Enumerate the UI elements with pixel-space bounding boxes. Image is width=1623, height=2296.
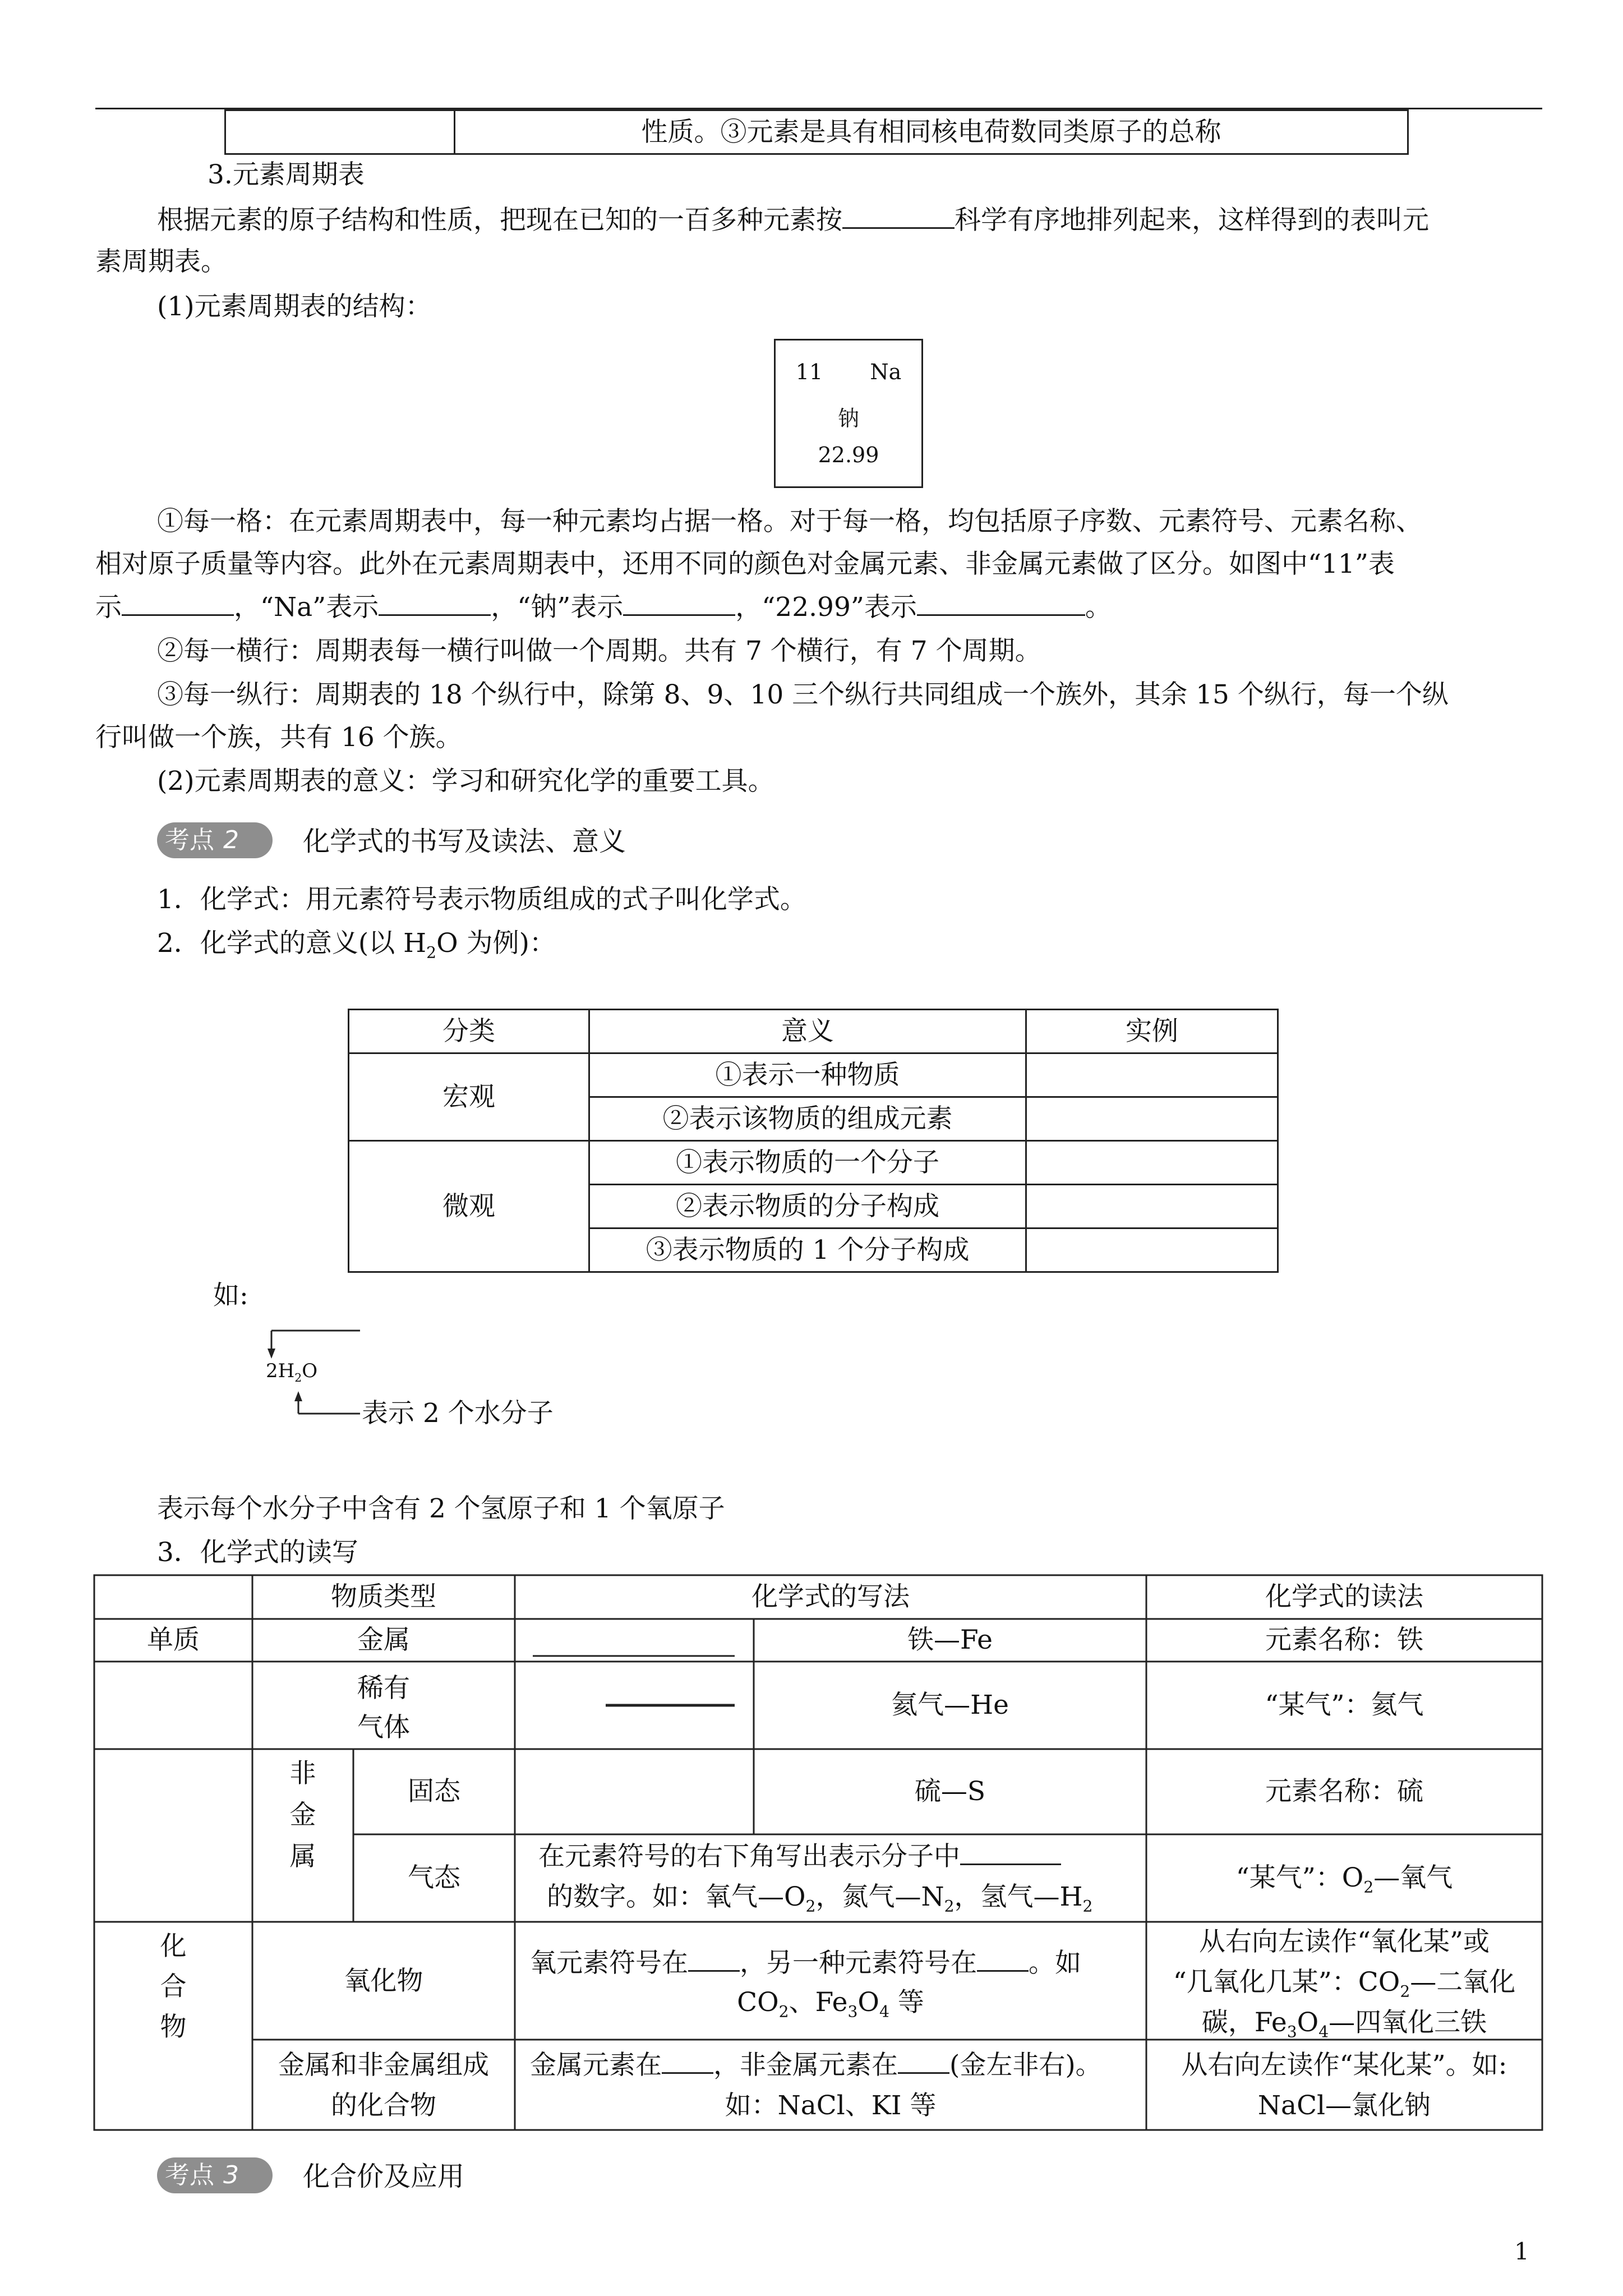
blank (977, 1949, 1029, 1972)
micro-row-1: ①表示物质的一个分子 (589, 1141, 1026, 1185)
formula-note: 表示每个水分子中含有 2 个氢原子和 1 个氧原子 (157, 1493, 725, 1524)
cell-line3: 示 ，“Na”表示 ，“钠”表示 ，“22.99”表示 。 (95, 592, 1112, 623)
col-line1: ③每一纵行：周期表的 18 个纵行中，除第 8、9、10 三个纵行共同组成一个族外，其余 15 个纵行，每一个纵 (157, 679, 1449, 710)
header-example: 实例 (1026, 1010, 1278, 1053)
rw-compound-3: 物 (160, 2012, 187, 2042)
formula-meaning-title: 2．化学式的意义(以 $H_2O$ 为例)： (157, 928, 556, 962)
rw-oxide-read-line1: 从右向左读作“氧化某”或 (1198, 1926, 1490, 1957)
row-line: ②每一横行：周期表每一横行叫做一个周期。共有 7 个横行，有 7 个周期。 (157, 636, 1041, 666)
formula-2h2o: $2H_2O$ (266, 1360, 318, 1384)
macro-row-1: ①表示一种物质 (589, 1053, 1026, 1097)
periodic-heading: 3.元素周期表 (208, 159, 365, 190)
blank (960, 1842, 1061, 1865)
cell-line2: 相对原子质量等内容。此外在元素周期表中，还用不同的颜色对金属元素、非金属元素做了区分。如图中“11”表 (95, 549, 1395, 579)
rw-oxide-read-line3: 碳，$Fe_3O_4—$四氧化三铁 (1201, 2007, 1487, 2041)
kaodian-2-badge: 考点 2 (157, 822, 273, 858)
rw-noble-read: “某气”：氦气 (1265, 1690, 1424, 1720)
element-symbol: Na (870, 360, 902, 384)
page-number: 1 (1514, 2238, 1529, 2265)
top-row-text: 性质。③元素是具有相同核电荷数同类原子的总称 (455, 111, 1408, 154)
element-mass: 22.99 (818, 443, 879, 467)
periodic-intro-line1: 根据元素的原子结构和性质，把现在已知的一百多种元素按 科学有序地排列起来，这样得到的表叫元 (157, 205, 1429, 236)
blank (688, 1949, 740, 1972)
rw-header-write: 化学式的写法 (751, 1581, 910, 1612)
rw-metal: 金属 (357, 1625, 410, 1655)
rw-metal-read: 元素名称：铁 (1265, 1625, 1423, 1655)
rw-metal-example: 铁—Fe (907, 1625, 993, 1655)
rw-header-type: 物质类型 (331, 1581, 436, 1612)
col-line2: 行叫做一个族，共有 16 个族。 (95, 722, 462, 753)
rw-nonmetal-1: 非 (289, 1758, 316, 1789)
rw-oxide: 氧化物 (344, 1966, 423, 1996)
micro-cell: 微观 (349, 1141, 589, 1272)
rw-solid: 固态 (408, 1776, 460, 1807)
rw-mn-compound-2: 的化合物 (331, 2090, 436, 2121)
rw-nonmetal-3: 属 (289, 1841, 316, 1872)
formula-def: 1．化学式：用元素符号表示物质组成的式子叫化学式。 (157, 884, 806, 915)
header-meaning: 意义 (589, 1010, 1026, 1053)
macro-row-2: ②表示该物质的组成元素 (589, 1097, 1026, 1141)
rw-gas-write-line2: 的数字。如：氧气$—O_2$，氮气$—N_2$，氢气$—H_2$ (547, 1881, 1093, 1916)
rw-oxide-write-line2: $CO_2$、$Fe_3O_4$ 等 (737, 1987, 924, 2021)
rw-oxide-read-line2: “几氧化几某”：$CO_2—$二氧化 (1173, 1967, 1516, 2001)
rw-header-read: 化学式的读法 (1265, 1581, 1423, 1612)
example-label: 如: (213, 1280, 248, 1311)
rw-gas: 气态 (408, 1862, 460, 1893)
rw-nonmetal-2: 金 (289, 1800, 316, 1830)
rw-solid-read: 元素名称：硫 (1265, 1776, 1423, 1807)
rw-gas-read: “某气”：$O_2—$氧气 (1235, 1862, 1453, 1897)
header-category: 分类 (349, 1010, 589, 1053)
kaodian-3-title: 化合价及应用 (303, 2161, 465, 2192)
kaodian-3-badge: 考点 3 (157, 2157, 273, 2193)
micro-row-2: ②表示物质的分子构成 (589, 1185, 1026, 1228)
rw-solid-example: 硫—S (914, 1776, 986, 1807)
rw-noble-example: 氦气—He (891, 1690, 1009, 1720)
rw-compound-2: 合 (160, 1971, 187, 2002)
rw-noble-1: 稀有 (357, 1673, 410, 1704)
rw-mn-write-line2: 如：NaCl、KI 等 (725, 2090, 937, 2121)
micro-row-3: ③表示物质的 1 个分子构成 (589, 1228, 1026, 1272)
blank (662, 2051, 713, 2074)
rw-mn-read-line2: NaCl—氯化钠 (1257, 2090, 1431, 2121)
rw-oxide-write-line1: 氧元素符号在 ，另一种元素符号在 。如 (530, 1948, 1081, 1978)
kaodian-2-title: 化学式的书写及读法、意义 (303, 826, 626, 857)
periodic-meaning: (2)元素周期表的意义：学习和研究化学的重要工具。 (157, 766, 774, 797)
arrow-label-water-molecules: 表示 2 个水分子 (362, 1398, 554, 1429)
cell-line1: ①每一格：在元素周期表中，每一种元素均占据一格。对于每一格，均包括原子序数、元素符号、元素名称、 (157, 506, 1422, 537)
macro-cell: 宏观 (349, 1053, 589, 1141)
periodic-intro-line2: 素周期表。 (95, 246, 227, 277)
rw-gas-write-line1: 在元素符号的右下角写出表示分子中 (538, 1840, 1061, 1874)
element-name: 钠 (837, 406, 859, 431)
blank (898, 2051, 949, 2074)
rw-mn-write-line1: 金属元素在 ，非金属元素在 (金左非右)。 (530, 2050, 1102, 2081)
rw-noble-2: 气体 (357, 1712, 410, 1743)
rw-danzhi: 单质 (147, 1625, 200, 1655)
rw-mn-compound-1: 金属和非金属组成 (278, 2050, 489, 2081)
structure-title: (1)元素周期表的结构： (157, 291, 432, 322)
read-write-title: 3．化学式的读写 (157, 1537, 358, 1568)
rw-compound-1: 化 (160, 1931, 187, 1962)
element-number: 11 (795, 360, 823, 384)
rw-mn-read-line1: 从右向左读作“某化某”。如: (1181, 2050, 1507, 2081)
